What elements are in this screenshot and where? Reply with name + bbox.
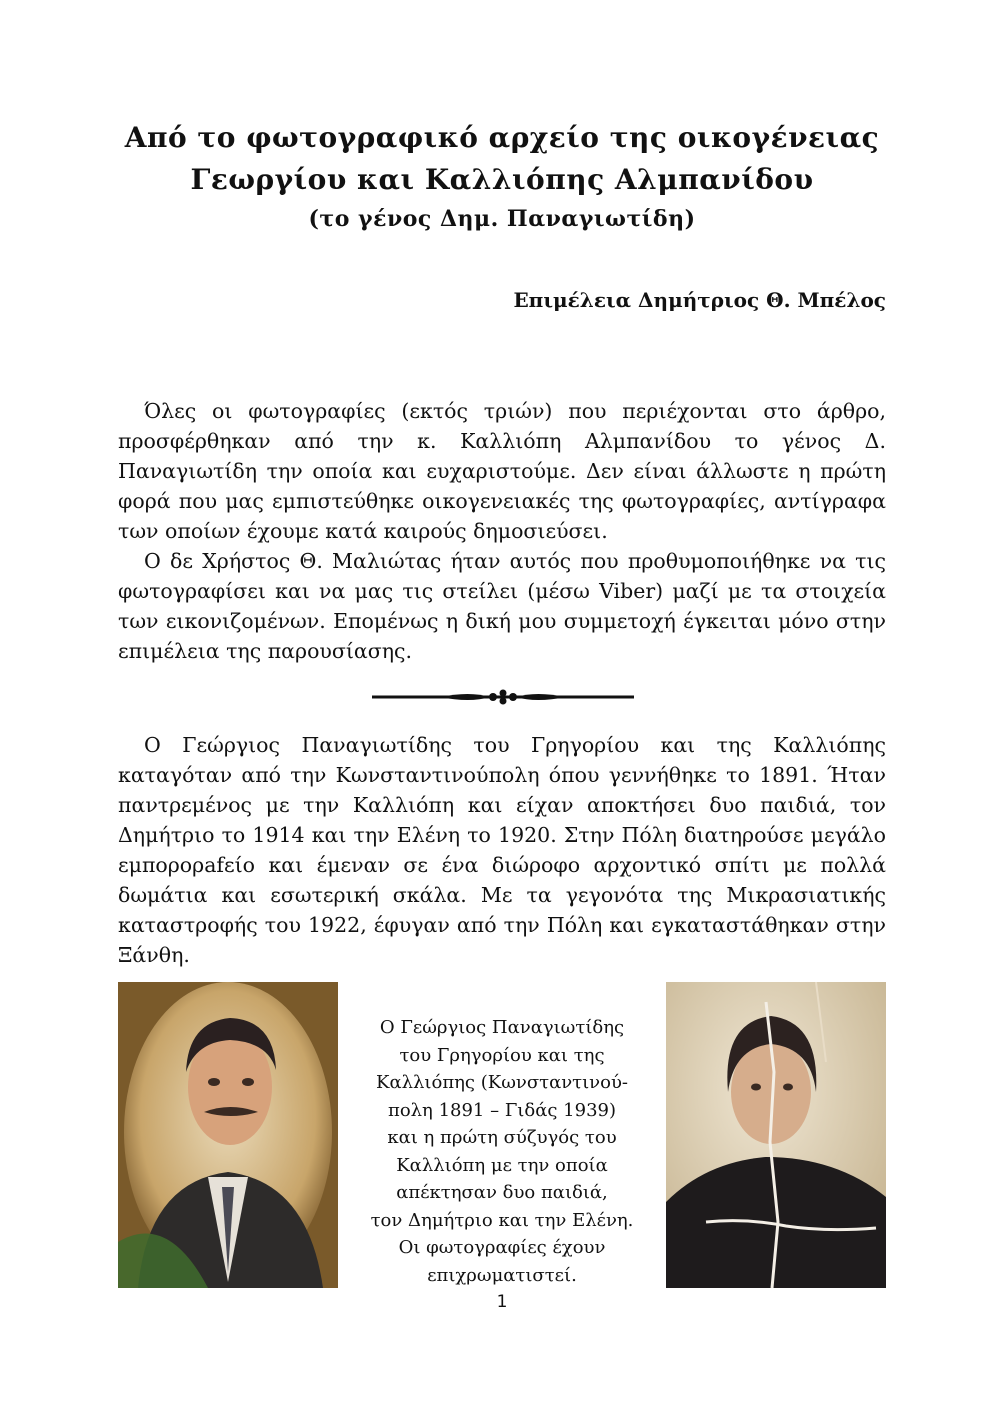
page-number: 1 bbox=[496, 1292, 508, 1312]
biography-paragraph-text: Ο Γεώργιος Παναγιωτίδης του Γρηγορίου και της Καλλιόπης καταγόταν από την Κωνσταντινούπολη όπου γεννήθηκε το 1891. Ήταν παντρεμένος με την Καλλιόπη και είχαν αποκτήσει δυο παιδιά, τον Δημήτριο το 1914 και την Ελένη το 1920. Στην Πόλη διατηρούσε μεγάλο εμπορορafείο και έμεναν σε ένα διώροφο αρχοντικό σπίτι με πολλά δωμάτια και εσωτερική σκάλα. Με τα γεγονότα της Μικρασιατικής καταστροφής του 1922, έφυγαν από την Πόλη και εγκαταστάθηκαν στην Ξάνθη. bbox=[118, 733, 886, 967]
intro-paragraph-1-text: Όλες οι φωτογραφίες (εκτός τριών) που περιέχονται στο άρθρο, προσφέρθηκαν από την κ. Καλλιόπη Αλμπανίδου το γένος Δ. Παναγιωτίδη την οποία και ευχαριστούμε. Δεν είναι άλλωστε η πρώτη φορά που μας εμπιστεύθηκε οικογενειακές της φωτογραφίες, αντίγραφα των οποίων έχουμε κατά καιρούς δημοσιεύσει. bbox=[118, 399, 886, 543]
document-title-line-1: Από το φωτογραφικό αρχείο της οικογένειας bbox=[124, 121, 880, 154]
photo-caption: Ο Γεώργιος Παναγιωτίδης του Γρηγορίου και της Καλλιόπης (Κωνσταντινού- πολη 1891 – Γιδάς 1939) και η πρώτη σύζυγός του Καλλιόπη με την οποία απέκτησαν δυο παιδιά, τον Δημήτριο και την Ελένη. Οι φωτογραφίες έχουν επιχρωματιστεί. bbox=[370, 1017, 634, 1286]
editor-credit: Επιμέλεια Δημήτριος Θ. Μπέλος bbox=[513, 288, 886, 312]
intro-paragraph-2-text: Ο δε Χρήστος Θ. Μαλιώτας ήταν αυτός που προθυμοποιήθηκε να τις φωτογραφίσει και να μας τις στείλει (μέσω Viber) μαζί με τα στοιχεία των εικονιζομένων. Επομένως η δική μου συμμετοχή έγκειται μόνο στην επιμέλεια της παρουσίασης. bbox=[118, 549, 886, 663]
document-title-line-2: Γεωργίου και Καλλιόπης Αλμπανίδου bbox=[190, 163, 814, 196]
intro-paragraph-2 bbox=[118, 546, 886, 666]
document-subtitle: (το γένος Δημ. Παναγιωτίδη) bbox=[308, 206, 696, 232]
intro-paragraph-1 bbox=[118, 396, 886, 546]
ornamental-divider bbox=[370, 688, 636, 706]
portrait-photo-kalliopi bbox=[666, 982, 886, 1288]
biography-paragraph bbox=[118, 730, 886, 970]
portrait-photo-georgios bbox=[118, 982, 338, 1288]
